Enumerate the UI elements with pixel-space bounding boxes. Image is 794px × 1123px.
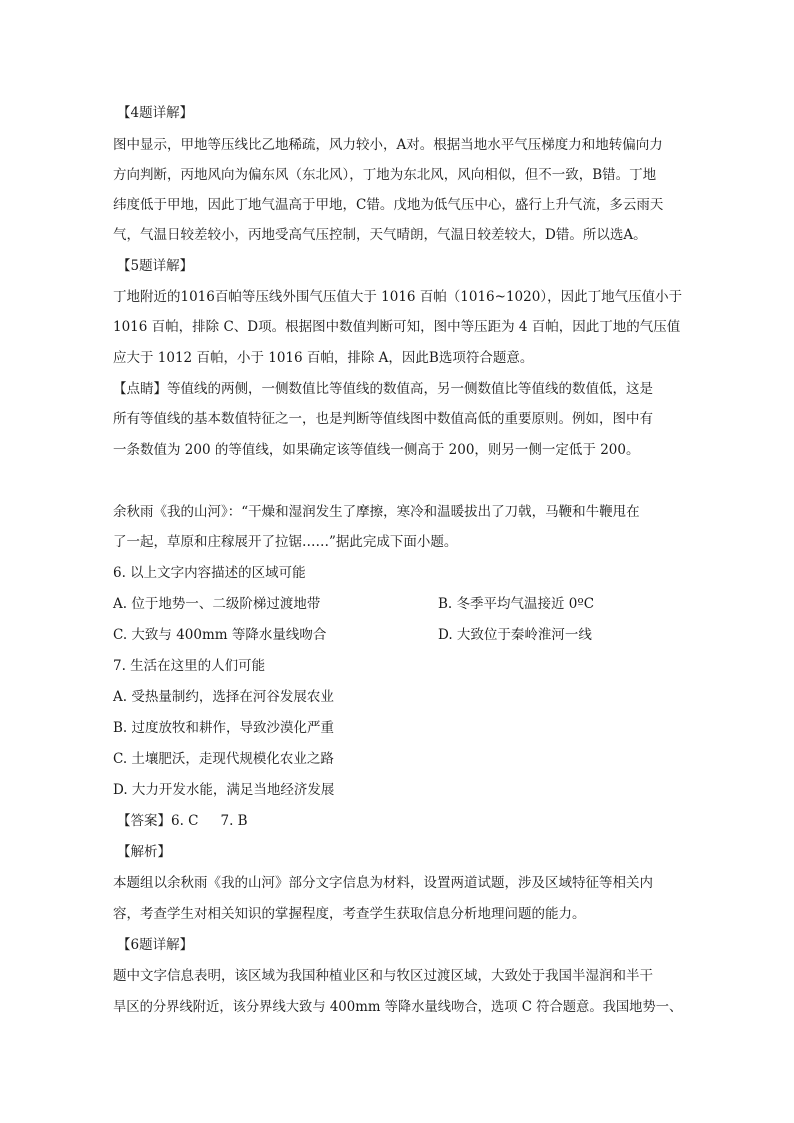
q6-stem: 6. 以上文字内容描述的区域可能 xyxy=(113,565,306,581)
analysis-line-2: 容，考查学生对相关知识的掌握程度，考查学生获取信息分析地理问题的能力。 xyxy=(113,906,586,922)
q6-option-d: D. 大致位于秦岭淮河一线 xyxy=(438,627,592,643)
q7-stem: 7. 生活在这里的人们可能 xyxy=(113,658,266,674)
answer-7: 7. B xyxy=(220,813,248,829)
answer-label: 【答案】 xyxy=(117,813,171,829)
q5-line-1: 丁地附近的1016百帕等压线外围气压值大于 1016 百帕（1016~1020），因此丁地气压值小于 xyxy=(113,289,683,305)
q7-option-d: D. 大力开发水能，满足当地经济发展 xyxy=(113,782,335,798)
answer-6: 6. C xyxy=(171,813,199,829)
q6-options-row-1 xyxy=(113,594,673,614)
q5-line-2: 1016 百帕，排除 C、D项。根据图中数值判断可知，图中等压距为 4 百帕，因此丁地的气压值 xyxy=(113,319,681,335)
q6-option-b: B. 冬季平均气温接近 0ºC xyxy=(438,596,595,612)
analysis-heading: 【解析】 xyxy=(117,844,171,860)
q4-line-4: 气，气温日较差较小，丙地受高气压控制，天气晴朗，气温日较差较大，D错。所以选A。 xyxy=(113,227,647,243)
q7-option-b: B. 过度放牧和耕作，导致沙漠化严重 xyxy=(113,720,335,736)
q6-option-a: A. 位于地势一、二级阶梯过渡地带 xyxy=(113,596,321,612)
q6detail-line-2: 旱区的分界线附近，该分界线大致与 400mm 等降水量线吻合，选项 C 符合题意。我国地势一、 xyxy=(113,999,683,1015)
analysis-line-1: 本题组以余秋雨《我的山河》部分文字信息为材料，设置两道试题，涉及区域特征等相关内 xyxy=(113,875,653,891)
passage-line-2: 了一起，草原和庄稼展开了拉锯……”据此完成下面小题。 xyxy=(113,534,458,550)
dianjing-line-3: 一条数值为 200 的等值线，如果确定该等值线一侧高于 200，则另一侧一定低于 200。 xyxy=(113,442,640,458)
q7-option-a: A. 受热量制约，选择在河谷发展农业 xyxy=(113,689,334,705)
q6detail-heading: 【6题详解】 xyxy=(117,937,194,953)
q4-line-2: 方向判断，丙地风向为偏东风（东北风），丁地为东北风，风向相似，但不一致，B错。丁地 xyxy=(113,167,657,183)
q4-line-1: 图中显示，甲地等压线比乙地稀疏，风力较小，A对。根据当地水平气压梯度力和地转偏向力 xyxy=(113,137,663,153)
q6-options-row-2 xyxy=(113,625,673,645)
q6detail-line-1: 题中文字信息表明，该区域为我国种植业区和与牧区过渡区域，大致处于我国半湿润和半干 xyxy=(113,968,653,984)
q5-line-3: 应大于 1012 百帕，小于 1016 百帕，排除 A，因此B选项符合题意。 xyxy=(113,350,534,366)
dianjing-line-1: 【点睛】等值线的两侧，一侧数值比等值线的数值高，另一侧数值比等值线的数值低，这是 xyxy=(113,381,653,397)
q4-heading: 【4题详解】 xyxy=(117,105,194,121)
q7-option-c: C. 土壤肥沃，走现代规模化农业之路 xyxy=(113,751,334,767)
answer-line xyxy=(117,811,248,831)
q6-option-c: C. 大致与 400mm 等降水量线吻合 xyxy=(113,627,327,643)
q4-line-3: 纬度低于甲地，因此丁地气温高于甲地，C错。戊地为低气压中心，盛行上升气流，多云雨天 xyxy=(113,197,664,213)
dianjing-line-2: 所有等值线的基本数值特征之一，也是判断等值线图中数值高低的重要原则。例如，图中有 xyxy=(113,411,653,427)
passage-line-1: 余秋雨《我的山河》：“干燥和湿润发生了摩擦，寒冷和温暖拔出了刀戟，马鞭和牛鞭甩在 xyxy=(113,504,640,520)
q5-heading: 【5题详解】 xyxy=(117,258,194,274)
